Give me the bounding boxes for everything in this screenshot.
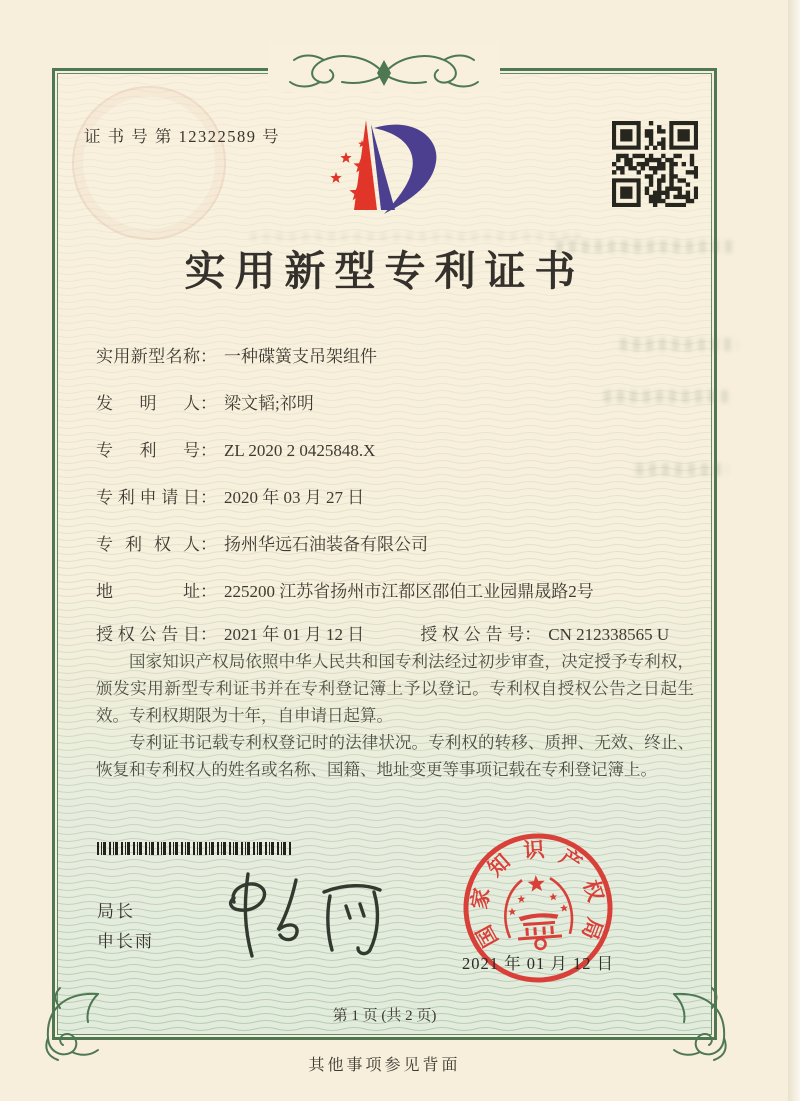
svg-text:局: 局 — [577, 914, 608, 943]
certificate-title: 实用新型专利证书 — [184, 248, 585, 294]
field-value: CN 212338565 U — [548, 625, 670, 644]
signer-name: 申长雨 — [97, 932, 154, 951]
colon: ： — [200, 535, 217, 554]
field-value: 2020 年 03 月 27 日 — [224, 488, 365, 507]
svg-text:识: 识 — [522, 837, 546, 863]
field-value: 一种碟簧支吊架组件 — [224, 347, 377, 366]
top-flourish-ornament-icon — [268, 44, 500, 92]
colon: ： — [200, 625, 217, 644]
svg-text:权: 权 — [578, 877, 608, 905]
certificate-number: 证 书 号 第 12322589 号 — [84, 127, 281, 146]
field-row-address — [96, 577, 702, 602]
field-row-utility-model-name — [96, 342, 702, 367]
qr-code — [612, 121, 698, 207]
colon: ： — [200, 441, 217, 460]
seal-date: 2021 年 01 月 12 日 — [461, 954, 615, 973]
svg-text:家: 家 — [467, 886, 495, 911]
field-row-patent-number — [96, 436, 702, 461]
barcode — [97, 842, 293, 855]
field-row-grant-date-and-number — [96, 620, 702, 645]
field-row-inventor — [96, 389, 702, 414]
field-value: 2021 年 01 月 12 日 — [224, 625, 365, 644]
field-label: 授 权 公 告 日 — [96, 625, 200, 644]
field-value: 扬州华远石油装备有限公司 — [224, 535, 428, 554]
colon: ： — [524, 625, 542, 644]
legal-text — [96, 648, 694, 783]
svg-text:国: 国 — [471, 921, 503, 952]
field-row-patentee — [96, 530, 702, 555]
field-label: 授 权 公 告 号 — [420, 625, 525, 644]
svg-text:产: 产 — [555, 844, 587, 876]
reverse-side-note: 其他事项参见背面 — [308, 1057, 461, 1074]
colon: ： — [200, 488, 217, 507]
field-row-filing-date — [96, 483, 702, 508]
ghost-seal-impression — [72, 86, 226, 240]
colon: ： — [200, 347, 217, 366]
legal-paragraph-2: 专利证书记载专利权登记时的法律状况。专利权的转移、质押、无效、终止、恢复和专利权人的姓名或名称、国籍、地址变更等事项记载在专利登记簿上。 — [96, 733, 694, 779]
handwritten-signature — [200, 862, 420, 967]
field-label: 专 利 申 请 日 — [96, 488, 200, 507]
field-label: 专 利 号 — [96, 441, 200, 460]
national-emblem-icon — [503, 873, 574, 951]
cnipa-patent-logo — [322, 114, 448, 220]
colon: ： — [200, 582, 217, 601]
field-label: 发 明 人 — [96, 394, 200, 413]
scan-page-edge — [788, 0, 800, 1101]
field-label: 专 利 权 人 — [96, 535, 200, 554]
field-value: 梁文韬;祁明 — [224, 394, 314, 413]
field-value: 225200 江苏省扬州市江都区邵伯工业园鼎晟路2号 — [224, 582, 594, 601]
signer-title: 局长 — [97, 902, 135, 921]
svg-text:知: 知 — [483, 849, 515, 882]
field-label: 地 址 — [96, 582, 200, 601]
field-label: 实 用 新 型 名 称 — [96, 347, 200, 366]
page-number-note: 第 1 页 (共 2 页) — [332, 1008, 437, 1024]
legal-paragraph-1: 国家知识产权局依照中华人民共和国专利法经过初步审查，决定授予专利权，颁发实用新型专利证书并在专利登记簿上予以登记。专利权自授权公告之日起生效。专利权期限为十年，自申请日起算。 — [96, 652, 694, 725]
ink-bleedthrough — [636, 463, 728, 476]
field-value: ZL 2020 2 0425848.X — [224, 441, 376, 460]
colon: ： — [200, 394, 217, 413]
